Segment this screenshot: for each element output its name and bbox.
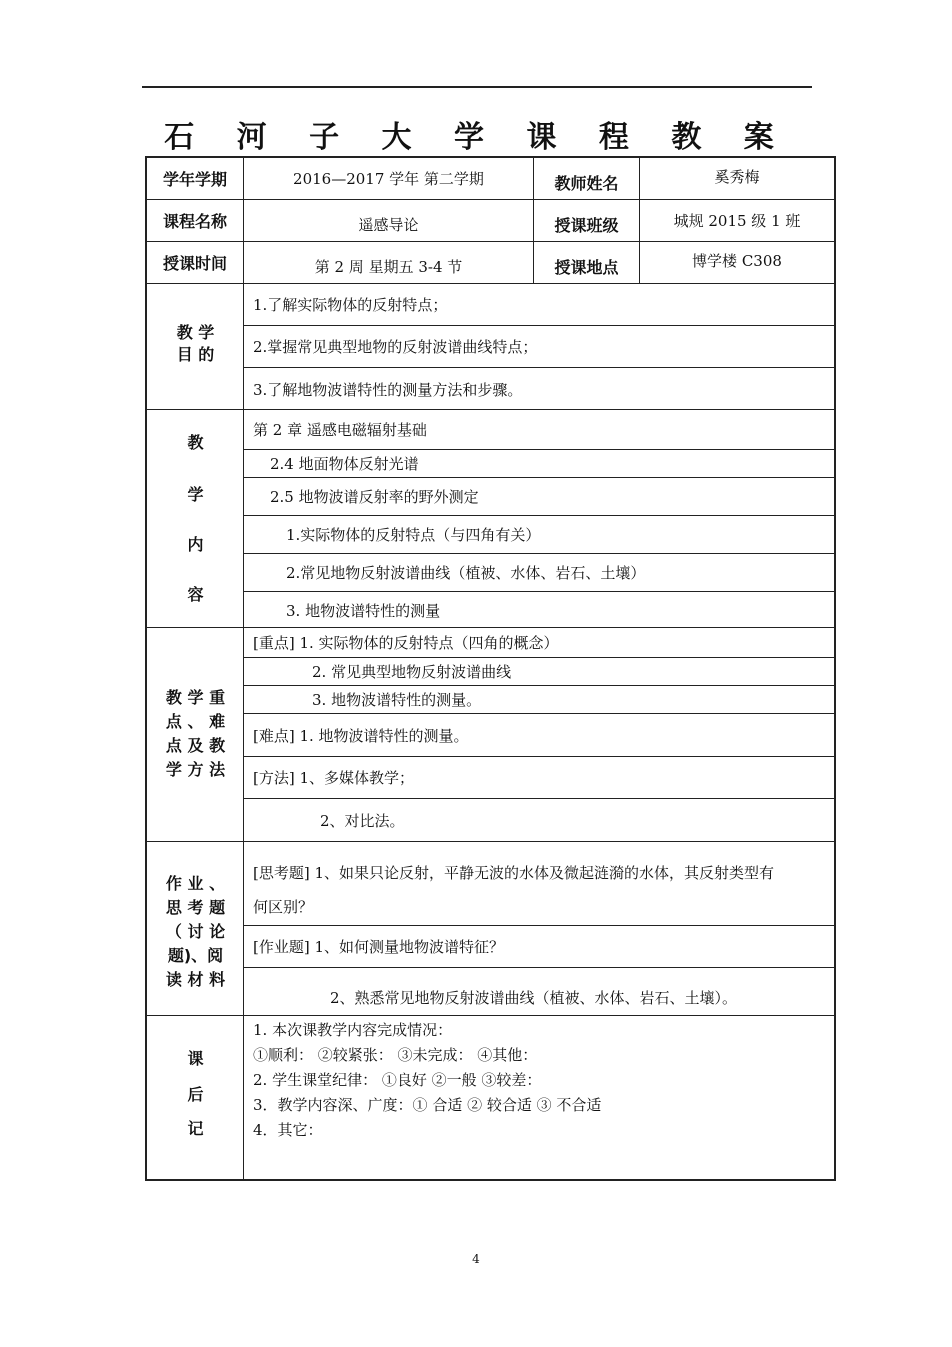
keypoints-label: [147, 628, 244, 842]
keypoint-item: 2、对比法。: [320, 812, 405, 830]
content-item: 1.实际物体的反射特点（与四角有关）: [244, 516, 834, 554]
objectives-label: [147, 284, 244, 410]
afterword-line: 4．其它：: [253, 1121, 323, 1139]
homework-label-line: 读 材 料: [165, 970, 226, 989]
content-item: 2.常见地物反射波谱曲线（植被、水体、岩石、土壤）: [244, 554, 834, 592]
afterword-label-line: 记: [187, 1119, 204, 1138]
keypoint-item: [重点] 1. 实际物体的反射特点（四角的概念）: [244, 628, 834, 658]
homework-label-line: 思 考 题: [165, 898, 226, 917]
content-label-line: 学: [187, 485, 204, 504]
content-label-line: 容: [187, 585, 204, 604]
keypoint-item: [方法] 1、多媒体教学；: [244, 757, 834, 799]
homework-reading: 2、熟悉常见地物反射波谱曲线（植被、水体、岩石、土壤）。: [330, 988, 738, 1007]
thinking-question-line: [思考题] 1、如果只论反射，平静无波的水体及微起涟漪的水体，其反射类型有: [253, 864, 775, 882]
homework-label-line: （ 讨 论: [165, 922, 226, 941]
keypoints-label-line: 点 、 难: [165, 712, 226, 731]
homework-question: [作业题] 1、如何测量地物波谱特征？: [244, 926, 834, 968]
keypoint-item: 3. 地物波谱特性的测量。: [244, 686, 834, 714]
afterword-line: 2. 学生课堂纪律： ①良好 ②一般 ③较差：: [253, 1071, 542, 1089]
keypoints-label-line: 点 及 教: [165, 736, 226, 755]
homework-cell: [244, 842, 834, 1016]
location-label: 授课地点: [534, 242, 640, 284]
keypoints-label-line: 学 方 法: [165, 760, 226, 779]
afterword-line: 1. 本次课教学内容完成情况：: [253, 1021, 453, 1039]
content-label-line: 教: [187, 433, 204, 452]
homework-label: [147, 842, 244, 1016]
semester-value: 2016—2017 学年 第二学期: [244, 158, 534, 200]
content-label-line: 内: [187, 535, 204, 554]
objective-item: 1.了解实际物体的反射特点；: [244, 284, 834, 326]
afterword-label: [147, 1016, 244, 1179]
content-label: [147, 410, 244, 628]
homework-label-line: 作 业 、: [165, 874, 226, 893]
objectives-cell: [244, 284, 834, 410]
objectives-label-line: 教 学: [176, 323, 215, 342]
keypoints-label-line: 教 学 重: [165, 688, 226, 707]
objectives-label-line: 目 的: [176, 345, 215, 364]
afterword-label-line: 课: [187, 1049, 204, 1068]
thinking-question-line: 何区别？: [253, 898, 314, 916]
keypoints-cell: [244, 628, 834, 842]
content-item: 2.4 地面物体反射光谱: [244, 450, 834, 478]
objective-item: 2.掌握常见典型地物的反射波谱曲线特点；: [244, 326, 834, 368]
afterword-label-line: 后: [187, 1085, 204, 1104]
keypoint-item: 2. 常见典型地物反射波谱曲线: [244, 658, 834, 686]
course-label: 课程名称: [147, 200, 244, 242]
content-item: 第 2 章 遥感电磁辐射基础: [244, 410, 834, 450]
thinking-question: [244, 842, 834, 926]
lesson-plan-table: [145, 156, 836, 1181]
afterword-cell: [244, 1016, 834, 1179]
content-cell: [244, 410, 834, 628]
time-label: 授课时间: [147, 242, 244, 284]
teacher-value: 奚秀梅: [640, 158, 834, 200]
content-item: 3. 地物波谱特性的测量: [286, 601, 441, 620]
course-value: 遥感导论: [244, 200, 534, 242]
content-item: 2.5 地物波谱反射率的野外测定: [244, 478, 834, 516]
semester-label: 学年学期: [147, 158, 244, 200]
top-rule: [142, 86, 812, 88]
homework-label-line: 题)、阅: [167, 946, 224, 965]
afterword-line: 3．教学内容深、广度：① 合适 ② 较合适 ③ 不合适: [253, 1096, 602, 1114]
document-title: 石 河 子 大 学 课 程 教 案: [164, 120, 790, 155]
page-number: 4: [472, 1252, 480, 1266]
afterword-line: ①顺利： ②较紧张： ③未完成： ④其他：: [253, 1046, 538, 1064]
class-value: 城规 2015 级 1 班: [640, 200, 834, 242]
time-value: 第 2 周 星期五 3-4 节: [244, 242, 534, 284]
teacher-label: 教师姓名: [534, 158, 640, 200]
keypoint-item: [难点] 1. 地物波谱特性的测量。: [244, 714, 834, 757]
class-label: 授课班级: [534, 200, 640, 242]
objective-item: 3.了解地物波谱特性的测量方法和步骤。: [253, 380, 523, 399]
location-value: 博学楼 C308: [640, 242, 834, 284]
